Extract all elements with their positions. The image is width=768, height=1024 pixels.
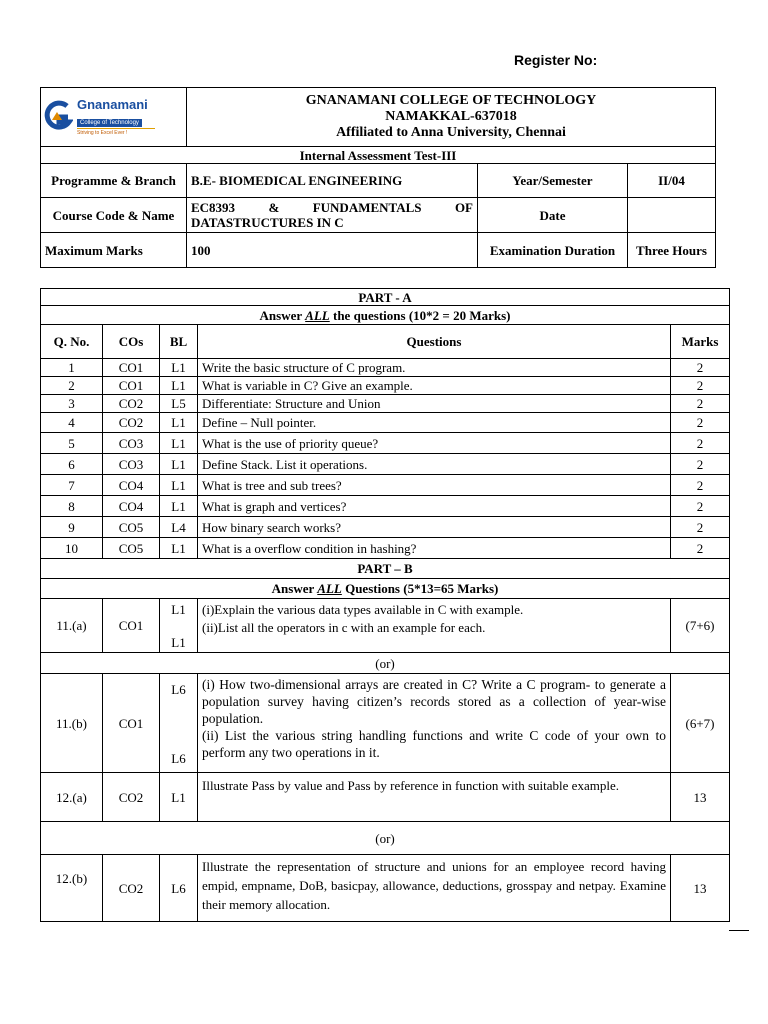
part-a-title: PART - A	[41, 289, 730, 306]
col-header-bl: BL	[160, 325, 198, 359]
col-header-marks: Marks	[671, 325, 730, 359]
max-marks-value: 100	[187, 233, 478, 268]
duration-value: Three Hours	[628, 233, 716, 268]
table-row: 6 CO3 L1 Define Stack. List it operations. 2	[41, 454, 730, 475]
college-place: NAMAKKAL-637018	[385, 109, 517, 124]
table-row: 7 CO4 L1 What is tree and sub trees? 2	[41, 475, 730, 496]
course-value: EC8393 & FUNDAMENTALS OF DATASTRUCTURES IN C	[187, 198, 478, 233]
question-12a-row: 12.(a) CO2 L1 Illustrate Pass by value and Pass by reference in function with suitable example. 13	[41, 773, 730, 822]
exam-header-table	[40, 87, 716, 268]
register-number-label: Register No:	[514, 52, 598, 68]
logo-subtitle: College of Technology	[77, 119, 142, 127]
year-value: II/04	[628, 164, 716, 198]
college-affiliation: Affiliated to Anna University, Chennai	[336, 125, 566, 140]
programme-label: Programme & Branch	[41, 164, 187, 198]
part-a-instruction: Answer ALL the questions (10*2 = 20 Marks)	[41, 306, 730, 325]
college-logo	[41, 88, 187, 147]
table-row: 8 CO4 L1 What is graph and vertices? 2	[41, 496, 730, 517]
table-row: 10 CO5 L1 What is a overflow condition in hashing? 2	[41, 538, 730, 559]
col-header-questions: Questions	[198, 325, 671, 359]
question-12b-row: 12.(b) CO2 L6 Illustrate the representation of structure and unions for an employee record having empid, empname, DoB, basicpay, allowance, deductions, grosspay and netpay. Examine their memory allocation. 13	[41, 855, 730, 922]
date-value	[628, 198, 716, 233]
or-separator: (or)	[41, 653, 730, 674]
table-row: 9 CO5 L4 How binary search works? 2	[41, 517, 730, 538]
col-header-cos: COs	[103, 325, 160, 359]
question-11b-row: 11.(b) CO1 L6 L6 (i) How two-dimensional arrays are created in C? Write a C program- to generate a population survey having citizen’s records stored as a collection of year-wise population. (ii) List the various string handling functions and write C code of your own to perform any two operations in it. (6+7)	[41, 674, 730, 773]
duration-label: Examination Duration	[478, 233, 628, 268]
question-11a-row: 11.(a) CO1 L1 L1 (i)Explain the various data types available in C with example. (ii)List all the operators in c with an example for each. (7+6)	[41, 599, 730, 653]
table-row: 5 CO3 L1 What is the use of priority queue? 2	[41, 433, 730, 454]
or-separator: (or)	[41, 822, 730, 855]
table-row: 2 CO1 L1 What is variable in C? Give an example. 2	[41, 377, 730, 395]
question-paper-table	[40, 288, 730, 922]
table-row: 4 CO2 L1 Define – Null pointer. 2	[41, 413, 730, 433]
logo-tagline: Striving to Excel Ever !	[77, 129, 128, 136]
col-header-qno: Q. No.	[41, 325, 103, 359]
table-row: 1 CO1 L1 Write the basic structure of C program. 2	[41, 359, 730, 377]
table-row: 3 CO2 L5 Differentiate: Structure and Union 2	[41, 395, 730, 413]
year-label: Year/Semester	[478, 164, 628, 198]
course-label: Course Code & Name	[41, 198, 187, 233]
college-name: GNANAMANI COLLEGE OF TECHNOLOGY	[305, 93, 597, 108]
logo-name: Gnanamani	[77, 96, 148, 112]
programme-value: B.E- BIOMEDICAL ENGINEERING	[187, 164, 478, 198]
part-b-title: PART – B	[41, 559, 730, 579]
part-b-instruction: Answer ALL Questions (5*13=65 Marks)	[41, 579, 730, 599]
date-label: Date	[478, 198, 628, 233]
test-title: Internal Assessment Test-III	[41, 147, 716, 164]
max-marks-label: Maximum Marks	[41, 233, 187, 268]
college-logo-icon	[43, 100, 73, 134]
